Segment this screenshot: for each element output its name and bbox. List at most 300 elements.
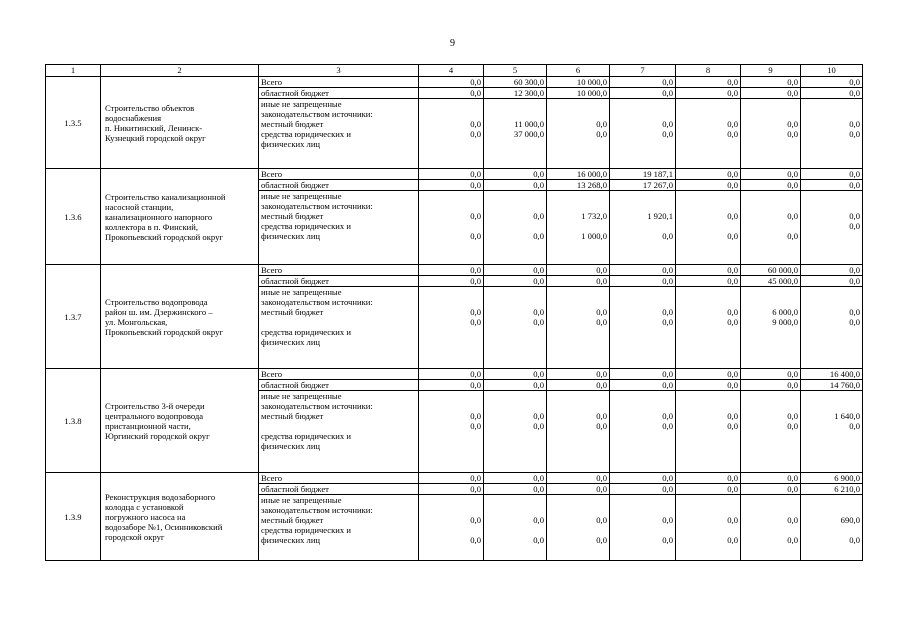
spacer <box>803 99 860 109</box>
local-value: 1 920,1 <box>647 211 673 221</box>
name-line: пристанционной части, <box>105 420 191 431</box>
name-line: канализационного напорного <box>105 211 213 222</box>
legal-value: 0,0 <box>662 421 673 431</box>
detail-value-cell <box>419 287 484 369</box>
local-value: 0,0 <box>849 307 860 317</box>
spacer <box>803 109 860 119</box>
local-value: 0,0 <box>727 119 738 129</box>
regional-value: 0,0 <box>419 276 484 287</box>
spacer <box>612 201 673 211</box>
detail-value-cell <box>419 391 484 473</box>
source-label-line: физических лиц <box>261 441 321 451</box>
source-total-label: Всего <box>259 169 419 180</box>
source-total-label: Всего <box>259 77 419 88</box>
legal-value: 0,0 <box>787 129 798 139</box>
local-value: 0,0 <box>470 515 481 525</box>
detail-value-cell <box>801 391 863 473</box>
legal-value: 0,0 <box>596 535 607 545</box>
local-value: 0,0 <box>470 307 481 317</box>
source-regional-label: областной бюджет <box>259 180 419 191</box>
legal-value: 0,0 <box>470 317 481 327</box>
total-value: 0,0 <box>741 77 801 88</box>
source-label-line: иные не запрещенные <box>261 191 342 201</box>
total-value: 0,0 <box>419 265 484 276</box>
row-name <box>101 77 259 169</box>
spacer <box>486 287 544 297</box>
legal-value: 0,0 <box>727 535 738 545</box>
regional-value: 0,0 <box>547 484 610 495</box>
detail-value-cell <box>547 495 610 561</box>
total-value: 16 000,0 <box>547 169 610 180</box>
spacer <box>612 525 673 535</box>
detail-value-cell <box>547 191 610 265</box>
source-label-line: средства юридических и <box>261 525 351 535</box>
name-line: Юргинский городской округ <box>105 430 210 441</box>
spacer <box>803 401 860 411</box>
spacer <box>612 505 673 515</box>
source-label-line: иные не запрещенные <box>261 391 342 401</box>
legal-value: 0,0 <box>849 221 860 231</box>
detail-value-cell <box>741 99 801 169</box>
local-value: 0,0 <box>662 119 673 129</box>
spacer <box>486 525 544 535</box>
spacer <box>678 495 738 505</box>
source-label-line: средства юридических и <box>261 129 351 139</box>
detail-value-cell <box>676 287 741 369</box>
spacer <box>803 525 860 535</box>
row-name <box>101 265 259 369</box>
spacer <box>612 297 673 307</box>
regional-value: 0,0 <box>801 276 863 287</box>
detail-value-cell <box>741 391 801 473</box>
row-code: 1.3.6 <box>46 169 101 265</box>
name-line: водоснабжения <box>105 112 162 123</box>
spacer <box>612 495 673 505</box>
spacer <box>612 391 673 401</box>
spacer <box>743 287 798 297</box>
regional-value: 0,0 <box>610 380 676 391</box>
spacer <box>421 201 481 211</box>
legal-value: 0,0 <box>533 535 544 545</box>
legal-value: 0,0 <box>727 129 738 139</box>
name-line: колодца с установкой <box>105 501 184 512</box>
legal-value: 0,0 <box>849 129 860 139</box>
spacer <box>803 495 860 505</box>
spacer <box>743 99 798 109</box>
spacer <box>549 287 607 297</box>
regional-value: 0,0 <box>547 380 610 391</box>
regional-value: 0,0 <box>484 380 547 391</box>
name-line: центрального водопровода <box>105 410 204 421</box>
spacer <box>743 525 798 535</box>
spacer <box>612 109 673 119</box>
spacer <box>678 401 738 411</box>
header-cell: 4 <box>419 65 484 77</box>
source-label-line: местный бюджет <box>261 211 324 221</box>
total-value: 0,0 <box>547 369 610 380</box>
source-total-label: Всего <box>259 369 419 380</box>
local-value: 0,0 <box>596 119 607 129</box>
spacer <box>743 495 798 505</box>
source-label-line: законодательством источники: <box>261 401 373 411</box>
spacer <box>743 191 798 201</box>
legal-value: 0,0 <box>662 535 673 545</box>
total-value: 60 000,0 <box>741 265 801 276</box>
source-label-line: местный бюджет <box>261 411 324 421</box>
total-value: 0,0 <box>610 369 676 380</box>
legal-value: 0,0 <box>787 231 798 241</box>
header-row <box>46 65 863 77</box>
source-label-line: физических лиц <box>261 535 321 545</box>
regional-value: 0,0 <box>801 180 863 191</box>
row-code: 1.3.7 <box>46 265 101 369</box>
spacer <box>612 401 673 411</box>
local-value: 0,0 <box>470 119 481 129</box>
spacer <box>421 401 481 411</box>
legal-value: 37 000,0 <box>513 129 544 139</box>
legal-value: 0,0 <box>470 421 481 431</box>
total-value: 0,0 <box>484 369 547 380</box>
total-value: 10 000,0 <box>547 77 610 88</box>
spacer <box>803 505 860 515</box>
regional-value: 13 268,0 <box>547 180 610 191</box>
source-label-line: средства юридических и <box>261 431 351 441</box>
local-value: 0,0 <box>596 307 607 317</box>
spacer <box>486 495 544 505</box>
name-line: ул. Монгольская, <box>105 316 168 327</box>
source-label-line: физических лиц <box>261 139 321 149</box>
name-line: Прокопьевский городской округ <box>105 231 223 242</box>
regional-value: 10 000,0 <box>547 88 610 99</box>
spacer <box>678 109 738 119</box>
detail-value-cell <box>676 391 741 473</box>
source-regional-label: областной бюджет <box>259 484 419 495</box>
regional-value: 17 267,0 <box>610 180 676 191</box>
name-line: район ш. им. Дзержинского – <box>105 306 213 317</box>
table-row <box>46 77 863 88</box>
regional-value: 45 000,0 <box>741 276 801 287</box>
spacer <box>421 191 481 201</box>
total-value: 0,0 <box>801 265 863 276</box>
local-value: 0,0 <box>470 411 481 421</box>
local-value: 0,0 <box>727 515 738 525</box>
local-value: 0,0 <box>727 307 738 317</box>
local-value: 0,0 <box>662 515 673 525</box>
source-label-line: иные не запрещенные <box>261 495 342 505</box>
spacer <box>549 191 607 201</box>
detail-value-cell <box>610 495 676 561</box>
local-value: 0,0 <box>662 411 673 421</box>
legal-value: 0,0 <box>596 129 607 139</box>
source-regional-label: областной бюджет <box>259 380 419 391</box>
spacer <box>549 391 607 401</box>
local-value: 0,0 <box>533 515 544 525</box>
regional-value: 0,0 <box>676 88 741 99</box>
spacer <box>486 109 544 119</box>
total-value: 0,0 <box>484 265 547 276</box>
name-line: Кузнецкий городской округ <box>105 132 206 143</box>
source-total-label: Всего <box>259 265 419 276</box>
local-value: 0,0 <box>596 411 607 421</box>
regional-value: 0,0 <box>547 276 610 287</box>
detail-value-cell <box>484 495 547 561</box>
legal-value: 0,0 <box>787 535 798 545</box>
legal-value: 0,0 <box>849 317 860 327</box>
total-value: 0,0 <box>741 369 801 380</box>
name-line: коллектора в п. Финский, <box>105 221 198 232</box>
regional-value: 0,0 <box>676 380 741 391</box>
legal-value: 0,0 <box>662 231 673 241</box>
regional-value: 0,0 <box>610 484 676 495</box>
source-detail-labels <box>259 391 419 473</box>
spacer <box>421 505 481 515</box>
spacer <box>678 191 738 201</box>
spacer <box>549 99 607 109</box>
local-value: 0,0 <box>787 411 798 421</box>
detail-value-cell <box>801 191 863 265</box>
regional-value: 0,0 <box>419 180 484 191</box>
local-value: 0,0 <box>787 119 798 129</box>
regional-value: 14 760,0 <box>801 380 863 391</box>
page-number: 9 <box>450 38 455 49</box>
regional-value: 0,0 <box>610 276 676 287</box>
local-value: 0,0 <box>849 119 860 129</box>
detail-value-cell <box>801 99 863 169</box>
spacer <box>421 297 481 307</box>
name-line: Строительство водопровода <box>105 296 208 307</box>
spacer <box>678 297 738 307</box>
total-value: 0,0 <box>676 265 741 276</box>
source-label-line: местный бюджет <box>261 307 324 317</box>
regional-value: 0,0 <box>741 380 801 391</box>
table-row <box>46 473 863 484</box>
local-value: 0,0 <box>727 211 738 221</box>
local-value: 0,0 <box>470 211 481 221</box>
spacer <box>743 391 798 401</box>
local-value: 1 732,0 <box>581 211 607 221</box>
legal-value: 0,0 <box>727 231 738 241</box>
header-cell: 7 <box>610 65 676 77</box>
spacer <box>678 99 738 109</box>
spacer <box>549 525 607 535</box>
total-value: 0,0 <box>547 265 610 276</box>
source-label-line: местный бюджет <box>261 515 324 525</box>
total-value: 0,0 <box>484 473 547 484</box>
source-label-line: физических лиц <box>261 231 321 241</box>
local-value: 690,0 <box>840 515 860 525</box>
legal-value: 0,0 <box>727 317 738 327</box>
legal-value: 0,0 <box>533 421 544 431</box>
spacer <box>803 201 860 211</box>
legal-value: 0,0 <box>596 421 607 431</box>
legal-value: 0,0 <box>727 421 738 431</box>
spacer <box>743 109 798 119</box>
table-row <box>46 369 863 380</box>
total-value: 0,0 <box>419 369 484 380</box>
regional-value: 0,0 <box>484 180 547 191</box>
detail-value-cell <box>484 191 547 265</box>
spacer <box>486 505 544 515</box>
local-value: 0,0 <box>533 307 544 317</box>
detail-value-cell <box>484 99 547 169</box>
total-value: 19 187,1 <box>610 169 676 180</box>
header-cell: 9 <box>741 65 801 77</box>
regional-value: 0,0 <box>419 484 484 495</box>
legal-value: 1 000,0 <box>581 231 607 241</box>
regional-value: 12 300,0 <box>484 88 547 99</box>
detail-value-cell <box>419 495 484 561</box>
source-total-label: Всего <box>259 473 419 484</box>
spacer <box>743 297 798 307</box>
spacer <box>743 201 798 211</box>
detail-value-cell <box>610 287 676 369</box>
local-value: 0,0 <box>596 515 607 525</box>
total-value: 0,0 <box>610 77 676 88</box>
source-label-line: законодательством источники: <box>261 505 373 515</box>
header-cell: 6 <box>547 65 610 77</box>
detail-value-cell <box>610 191 676 265</box>
total-value: 0,0 <box>676 169 741 180</box>
regional-value: 0,0 <box>676 180 741 191</box>
local-value: 1 640,0 <box>834 411 860 421</box>
spacer <box>612 99 673 109</box>
name-line: Строительство 3-й очереди <box>105 400 205 411</box>
spacer <box>421 495 481 505</box>
detail-value-cell <box>419 99 484 169</box>
regional-value: 0,0 <box>676 276 741 287</box>
legal-value: 0,0 <box>596 317 607 327</box>
spacer <box>261 317 416 327</box>
spacer <box>678 221 738 231</box>
spacer <box>743 505 798 515</box>
spacer <box>421 109 481 119</box>
spacer <box>678 287 738 297</box>
spacer <box>612 221 673 231</box>
name-line: п. Никитинский, Ленинск- <box>105 122 203 133</box>
detail-value-cell <box>676 191 741 265</box>
name-line: городской округ <box>105 531 165 542</box>
source-label-line: иные не запрещенные <box>261 287 342 297</box>
total-value: 0,0 <box>741 169 801 180</box>
row-name <box>101 169 259 265</box>
spacer <box>486 221 544 231</box>
regional-value: 0,0 <box>741 180 801 191</box>
detail-value-cell <box>801 287 863 369</box>
spacer <box>678 505 738 515</box>
row-name <box>101 473 259 561</box>
detail-value-cell <box>676 99 741 169</box>
spacer <box>549 401 607 411</box>
local-value: 0,0 <box>533 411 544 421</box>
legal-value: 0,0 <box>470 129 481 139</box>
spacer <box>486 401 544 411</box>
total-value: 6 900,0 <box>801 473 863 484</box>
header-cell: 10 <box>801 65 863 77</box>
detail-value-cell <box>547 99 610 169</box>
table-row <box>46 265 863 276</box>
legal-value: 0,0 <box>787 421 798 431</box>
spacer <box>421 221 481 231</box>
spacer <box>803 297 860 307</box>
detail-value-cell <box>610 99 676 169</box>
source-label-line: иные не запрещенные <box>261 99 342 109</box>
spacer <box>678 525 738 535</box>
total-value: 0,0 <box>741 473 801 484</box>
total-value: 0,0 <box>610 473 676 484</box>
local-value: 0,0 <box>787 515 798 525</box>
spacer <box>486 191 544 201</box>
detail-value-cell <box>547 287 610 369</box>
spacer <box>486 391 544 401</box>
spacer <box>549 109 607 119</box>
detail-value-cell <box>741 287 801 369</box>
regional-value: 0,0 <box>741 484 801 495</box>
total-value: 0,0 <box>676 369 741 380</box>
legal-value: 0,0 <box>533 317 544 327</box>
spacer <box>612 287 673 297</box>
total-value: 0,0 <box>676 473 741 484</box>
spacer <box>549 221 607 231</box>
row-code: 1.3.5 <box>46 77 101 169</box>
legal-value: 0,0 <box>470 535 481 545</box>
legal-value: 0,0 <box>662 317 673 327</box>
name-line: погружного насоса на <box>105 511 186 522</box>
total-value: 16 400,0 <box>801 369 863 380</box>
source-detail-labels <box>259 287 419 369</box>
regional-value: 6 210,0 <box>801 484 863 495</box>
header-cell: 3 <box>259 65 419 77</box>
regional-value: 0,0 <box>419 380 484 391</box>
local-value: 0,0 <box>849 211 860 221</box>
local-value: 0,0 <box>533 211 544 221</box>
detail-value-cell <box>419 191 484 265</box>
source-regional-label: областной бюджет <box>259 88 419 99</box>
detail-value-cell <box>741 191 801 265</box>
header-cell: 5 <box>484 65 547 77</box>
source-label-line: средства юридических и <box>261 221 351 231</box>
spacer <box>803 191 860 201</box>
local-value: 6 000,0 <box>772 307 798 317</box>
spacer <box>486 297 544 307</box>
spacer <box>261 421 416 431</box>
regional-value: 0,0 <box>484 276 547 287</box>
header-cell: 2 <box>101 65 259 77</box>
spacer <box>421 391 481 401</box>
spacer <box>743 221 798 231</box>
detail-value-cell <box>484 287 547 369</box>
legal-value: 0,0 <box>470 231 481 241</box>
spacer <box>549 495 607 505</box>
legal-value: 0,0 <box>849 535 860 545</box>
name-line: Реконструкция водозаборного <box>105 491 216 502</box>
spacer <box>678 391 738 401</box>
spacer <box>486 99 544 109</box>
total-value: 0,0 <box>801 169 863 180</box>
source-regional-label: областной бюджет <box>259 276 419 287</box>
name-line: водозаборе №1, Осинниковский <box>105 521 223 532</box>
source-detail-labels <box>259 495 419 561</box>
total-value: 0,0 <box>547 473 610 484</box>
detail-value-cell <box>676 495 741 561</box>
table-row <box>46 169 863 180</box>
header-cell: 8 <box>676 65 741 77</box>
name-line: Строительство канализационной <box>105 191 226 202</box>
detail-value-cell <box>741 495 801 561</box>
row-code: 1.3.9 <box>46 473 101 561</box>
local-value: 0,0 <box>662 307 673 317</box>
total-value: 60 300,0 <box>484 77 547 88</box>
total-value: 0,0 <box>419 169 484 180</box>
